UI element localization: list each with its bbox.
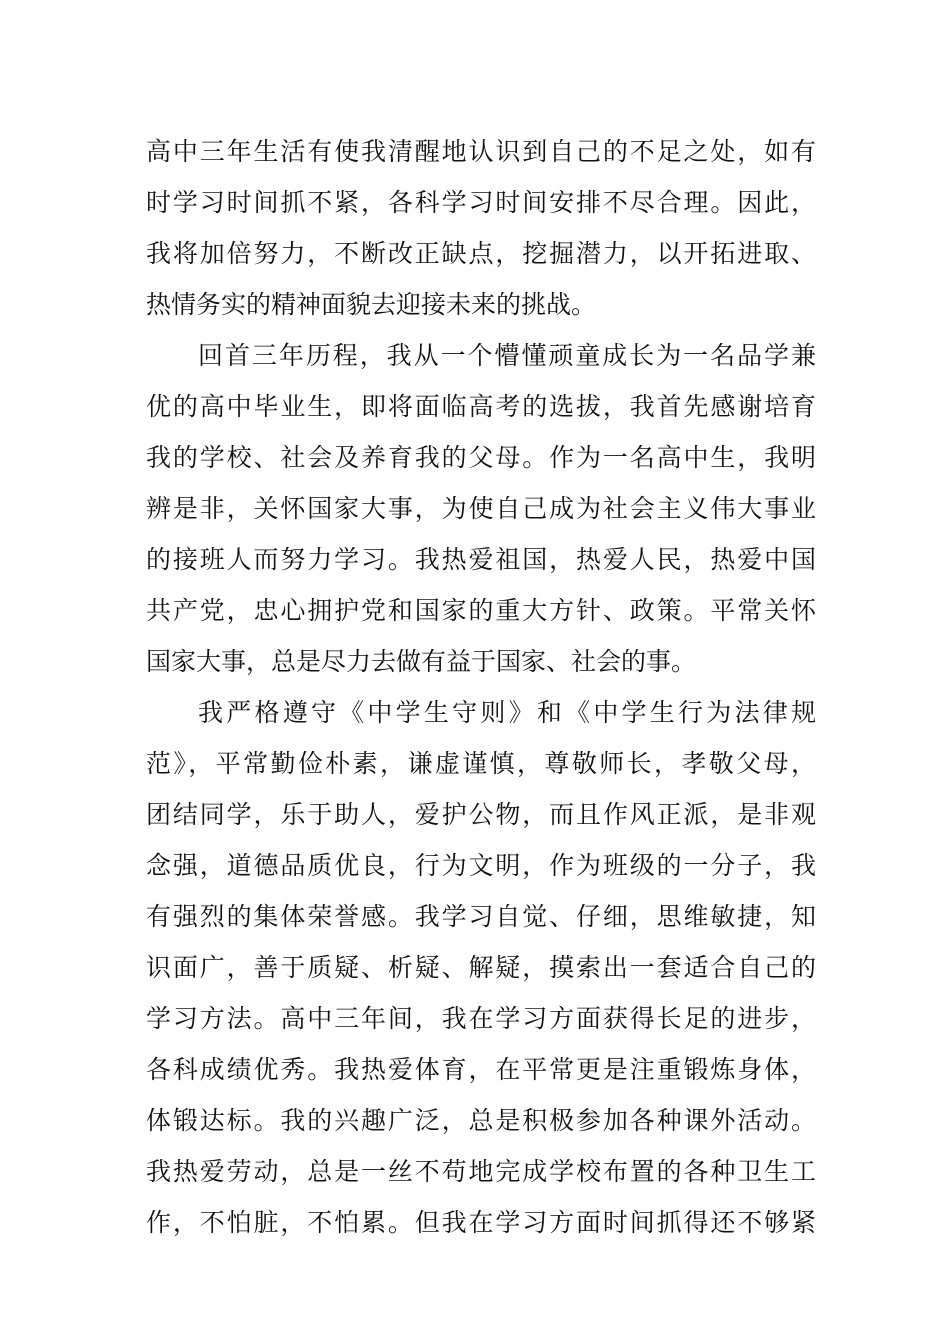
text-line: 识面广，善于质疑、析疑、解疑，摸索出一套适合自己的: [146, 953, 816, 982]
text-line: 热情务实的精神面貌去迎接未来的挑战。: [146, 290, 597, 319]
paragraph-first-line: 回首三年历程，我从一个懵懂顽童成长为一名品学兼: [198, 341, 816, 370]
text-line: 团结同学，乐于助人，爱护公物，而且作风正派，是非观: [146, 800, 816, 829]
text-line: 我的学校、社会及养育我的父母。作为一名高中生，我明: [146, 443, 816, 472]
text-line: 辨是非，关怀国家大事，为使自己成为社会主义伟大事业: [146, 494, 816, 523]
text-line: 时学习时间抓不紧，各科学习时间安排不尽合理。因此，: [146, 188, 816, 217]
text-line: 的接班人而努力学习。我热爱祖国，热爱人民，热爱中国: [146, 545, 816, 574]
text-line: 国家大事，总是尽力去做有益于国家、社会的事。: [146, 647, 697, 676]
document-body: [146, 126, 816, 1248]
text-line: 各科成绩优秀。我热爱体育，在平常更是注重锻炼身体，: [146, 1055, 816, 1084]
text-line: 体锻达标。我的兴趣广泛，总是积极参加各种课外活动。: [146, 1106, 816, 1135]
text-line: 有强烈的集体荣誉感。我学习自觉、仔细，思维敏捷，知: [146, 902, 816, 931]
text-line: 范》，平常勤俭朴素，谦虚谨慎，尊敬师长，孝敬父母，: [146, 749, 816, 778]
text-line: 作，不怕脏，不怕累。但我在学习方面时间抓得还不够紧: [146, 1208, 816, 1237]
text-line: 我热爱劳动，总是一丝不苟地完成学校布置的各种卫生工: [146, 1157, 816, 1186]
text-line: 共产党，忠心拥护党和国家的重大方针、政策。平常关怀: [146, 596, 816, 625]
paragraph-first-line: 我严格遵守《中学生守则》和《中学生行为法律规: [198, 698, 816, 727]
text-line: 学习方法。高中三年间，我在学习方面获得长足的进步，: [146, 1004, 816, 1033]
text-line: 念强，道德品质优良，行为文明，作为班级的一分子，我: [146, 851, 816, 880]
text-line: 高中三年生活有使我清醒地认识到自己的不足之处，如有: [146, 137, 816, 166]
text-line: 我将加倍努力，不断改正缺点，挖掘潜力，以开拓进取、: [146, 239, 816, 268]
text-line: 优的高中毕业生，即将面临高考的选拔，我首先感谢培育: [146, 392, 816, 421]
